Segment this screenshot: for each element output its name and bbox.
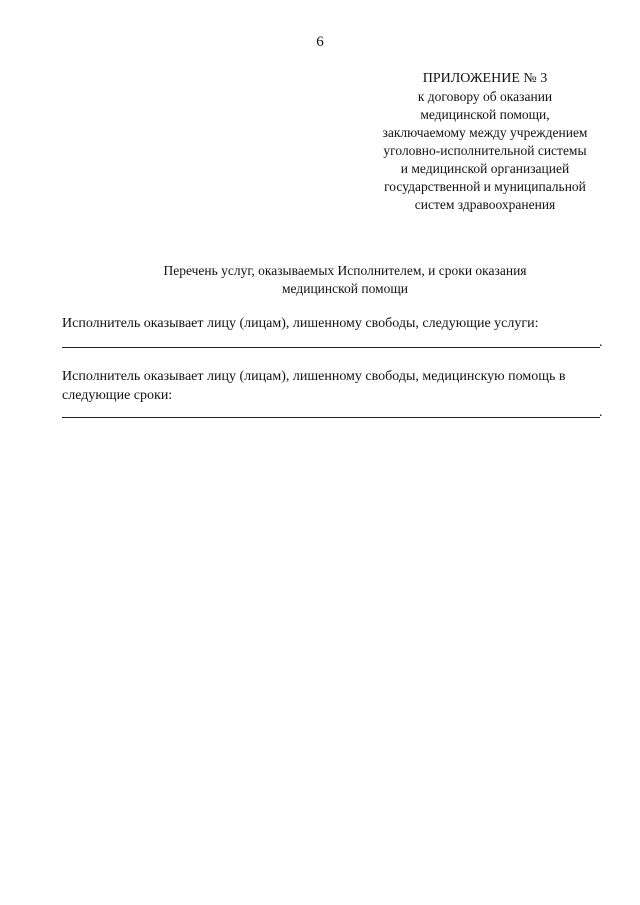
services-line-end: . (599, 335, 603, 350)
appendix-line: систем здравоохранения (414, 197, 556, 212)
heading-line-2: медицинской помощи (282, 281, 408, 296)
appendix-title: ПРИЛОЖЕНИЕ № 3 (422, 71, 548, 86)
page-number: 6 (316, 34, 324, 50)
appendix-header (362, 70, 608, 214)
appendix-line: заключаемому между учреждением (382, 125, 588, 140)
appendix-line: и медицинской организацией (400, 161, 570, 176)
terms-fill-line (62, 417, 600, 418)
services-paragraph: Исполнитель оказывает лицу (лицам), лишенному свободы, следующие услуги: (62, 316, 539, 331)
appendix-line: государственной и муниципальной (384, 179, 586, 194)
appendix-line: медицинской помощи, (420, 107, 550, 122)
terms-line-end: . (599, 405, 603, 420)
services-fill-line (62, 347, 600, 348)
appendix-line: к договору об оказании (417, 89, 553, 104)
document-heading (110, 262, 580, 298)
heading-line-1: Перечень услуг, оказываемых Исполнителем, и сроки оказания (163, 263, 527, 278)
terms-paragraph: Исполнитель оказывает лицу (лицам), лишенному свободы, медицинскую помощь в следующие сроки: (62, 369, 566, 403)
appendix-line: уголовно-исполнительной системы (383, 143, 587, 158)
